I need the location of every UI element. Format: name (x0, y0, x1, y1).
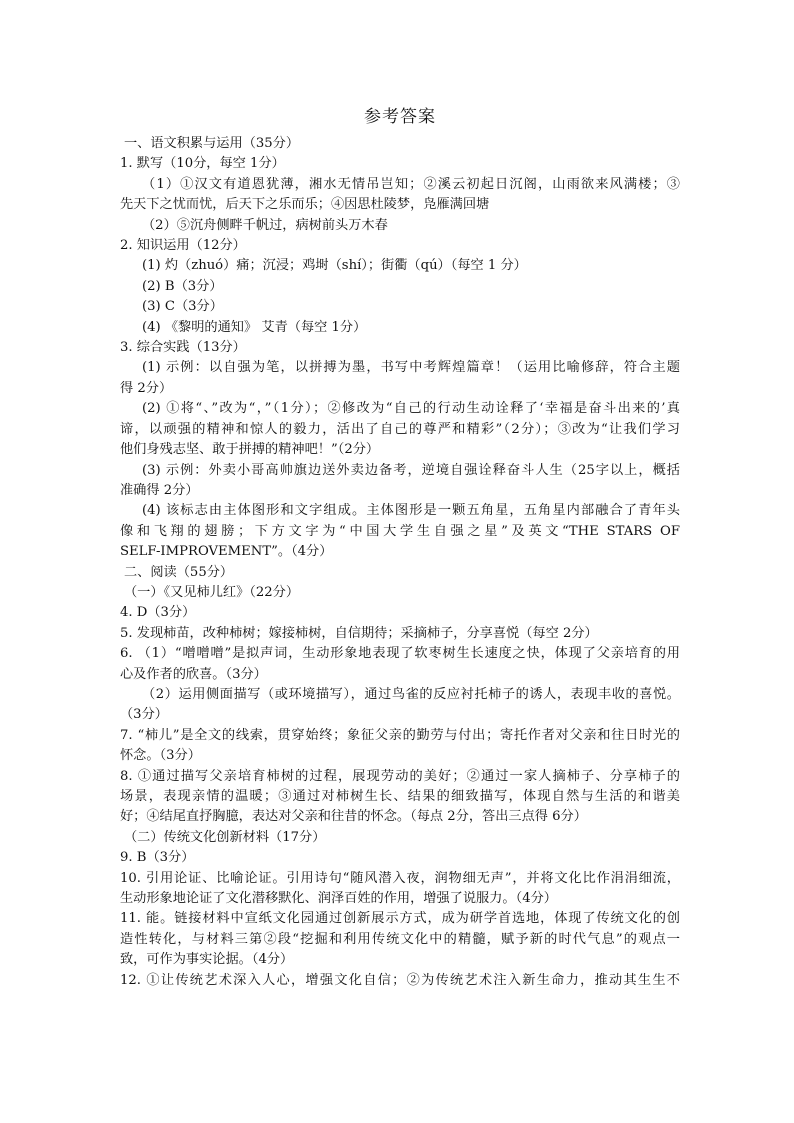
answer-line: SELF-IMPROVEMENT”。（4分） (120, 544, 333, 560)
answer-line: (4) 该标志由主体图形和文字组成。主体图形是一颗五角星，五角星内部融合了青年头 (142, 503, 680, 519)
answer-line: (3) C（3分） (142, 299, 223, 315)
answer-line: 像和飞翔的翅膀；下方文字为“中国大学生自强之星”及英文“THE STARS OF (120, 523, 680, 539)
answer-line: 好；④结尾直抒胸臆，表达对父亲和往昔的怀念。（每点 2分，答出三点得 6分） (120, 809, 587, 825)
question-3-heading: 3. 综合实践（13分） (120, 340, 246, 356)
answer-line: 8. ①通过描写父亲培育柿树的过程，展现劳动的美好；②通过一家人摘柿子、分享柿子的 (120, 768, 680, 784)
answer-line: 场景，表现亲情的温暖；③通过对柿树生长、结果的细致描写，体现自然与生活的和谐美 (120, 789, 680, 804)
answer-line: (2) B（3分） (142, 278, 223, 294)
answer-line: 造性转化，与材料三第②段“挖掘和利用传统文化中的精髓，赋予新的时代气息”的观点一 (120, 931, 680, 947)
section-heading-1: 一、语文积累与运用（35分） (124, 136, 300, 151)
section-heading-2: 二、阅读（55分） (124, 564, 234, 580)
answer-line: 12. ①让传统艺术深入人心，增强文化自信；②为传统艺术注入新生命力，推动其生生不 (120, 972, 680, 988)
answer-line: （1）①汉文有道恩犹薄，湘水无情吊岂知；②溪云初起日沉阁，山雨欲来风满楼；③ (142, 176, 680, 192)
answer-line: 4. D（3分） (120, 605, 196, 621)
answer-line: 生动形象地论证了文化潜移默化、润泽百姓的作用，增强了说服力。（4分） (120, 891, 557, 907)
answer-line: 5. 发现柿苗，改种柿树；嫁接柿树，自信期待；采摘柿子，分享喜悦（每空 2分） (120, 625, 598, 641)
answer-line: （3分） (120, 707, 168, 723)
answer-document (120, 104, 680, 991)
answer-line: 谛，以顽强的精神和惊人的毅力，活出了自己的尊严和精彩”（2分）；③改为“让我们学习 (120, 421, 680, 437)
answer-line: (4) 《黎明的通知》 艾青（每空 1分） (142, 319, 367, 335)
answer-line: （2）⑤沉舟侧畔千帆过，病树前头万木春 (142, 217, 388, 233)
answer-line: (3) 示例：外卖小哥高帅旗边送外卖边备考，逆境自强诠释奋斗人生（25字以上，概括 (142, 462, 680, 478)
answer-line: 先天下之忧而忧，后天下之乐而乐；④因思杜陵梦，凫雁满回塘 (120, 197, 490, 213)
answer-line: 致，可作为事实论据。（4分） (120, 952, 294, 968)
answer-line: 7. “柿儿”是全文的线索，贯穿始终；象征父亲的勤劳与付出；寄托作者对父亲和往日时光的 (120, 727, 680, 743)
answer-line: 10. 引用论证、比喻论证。引用诗句“随风潜入夜，润物细无声”，并将文化比作涓涓细流， (120, 870, 680, 886)
answer-line: 得 2分） (120, 380, 173, 396)
answer-line: （2）运用侧面描写（或环境描写），通过鸟雀的反应衬托柿子的诱人，表现丰收的喜悦。 (142, 686, 680, 702)
answer-line: 9. B（3分） (120, 850, 195, 866)
answer-line: 准确得 2分） (120, 482, 199, 498)
answer-line: 他们身残志坚、敢于拼搏的精神吧！”（2分） (120, 442, 380, 458)
subsection-heading: （一）《又见柿儿红》（22分） (124, 584, 300, 600)
question-1-heading: 1. 默写（10分，每空 1分） (120, 156, 285, 172)
answer-line: 11. 能。链接材料中宣纸文化园通过创新展示方式，成为研学首选地，体现了传统文化的创 (120, 911, 680, 927)
answer-line: 怀念。（3分） (120, 748, 201, 764)
answer-line: (2) ①将“、”改为“，”（1分）；②修改为“自己的行动生动诠释了‘幸福是奋斗出来的’真 (142, 401, 680, 417)
question-2-heading: 2. 知识运用（12分） (120, 238, 246, 254)
subsection-heading: （二）传统文化创新材料（17分） (124, 829, 326, 845)
answer-line: 6. （1）“噌噌噌”是拟声词，生动形象地表现了软枣树生长速度之快，体现了父亲培育的用 (120, 646, 680, 662)
answer-line: (1) 灼（zhuó）痛；沉浸；鸡埘（shí）；街衢（qú）（每空 1 分） (142, 258, 527, 274)
page-title: 参考答案 (364, 107, 436, 127)
answer-line: 心及作者的欣喜。（3分） (120, 666, 267, 682)
answer-line: (1) 示例：以自强为笔，以拼搏为墨，书写中考辉煌篇章！（运用比喻修辞，符合主题 (142, 360, 680, 376)
